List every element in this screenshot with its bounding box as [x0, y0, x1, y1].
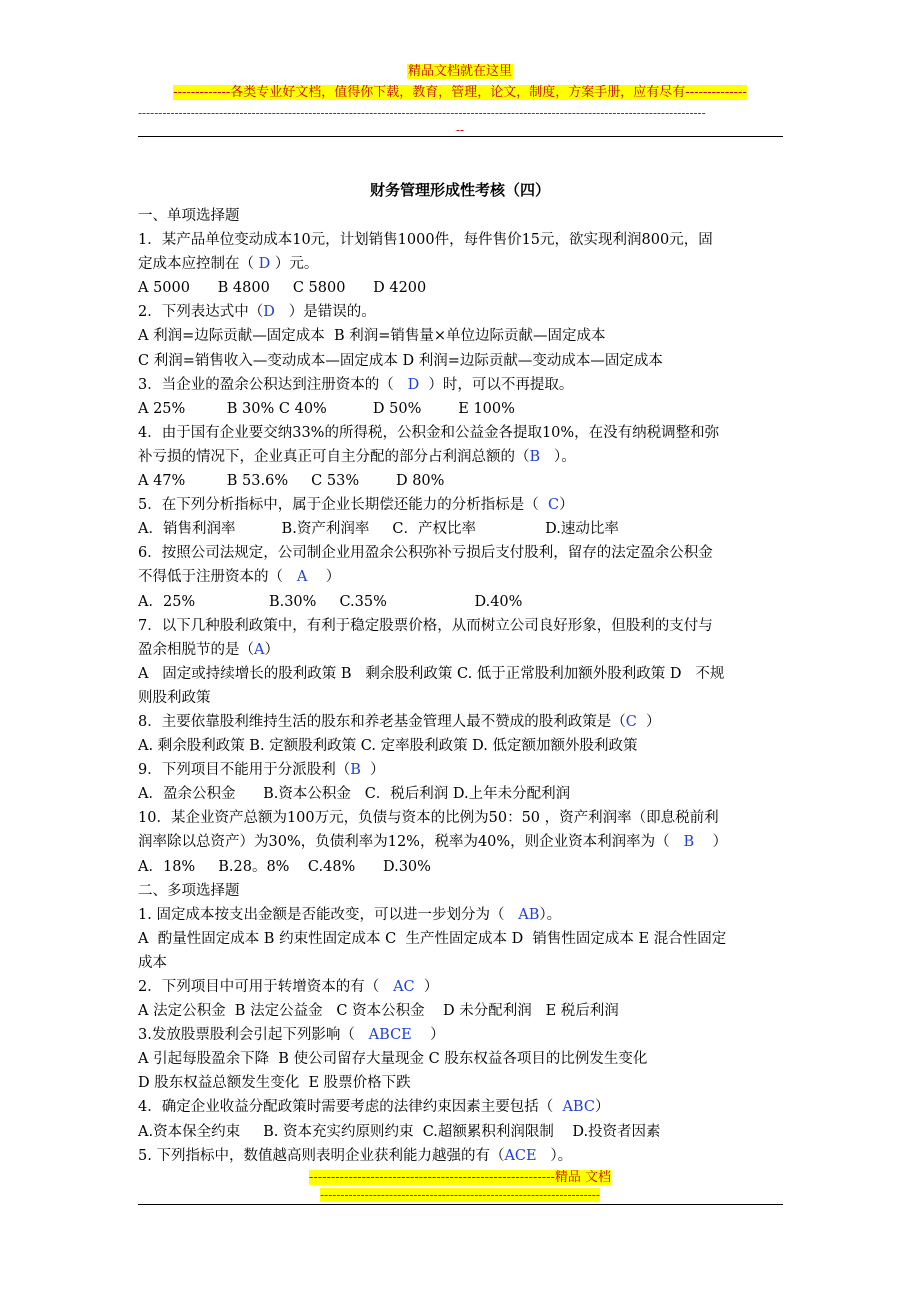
line-text: 不得低于注册资本的（	[138, 569, 297, 586]
answer-text: B	[683, 834, 695, 851]
header-banner-title: 精品文档就在这里	[407, 64, 512, 79]
line-text-tail: ）	[360, 762, 385, 779]
text-line	[138, 421, 786, 445]
line-text-tail: ）	[594, 1099, 610, 1116]
text-line	[138, 638, 786, 662]
answer-text: AB	[518, 906, 540, 923]
line-text: A 法定公积金 B 法定公益金 C 资本公积金 D 未分配利润 E 税后利润	[138, 1003, 619, 1020]
footer-rule	[138, 1204, 783, 1205]
answer-text: ACE	[504, 1147, 537, 1164]
text-line	[138, 590, 786, 614]
line-text: 9．下列项目不能用于分派股利（	[138, 762, 351, 779]
text-line	[138, 734, 786, 758]
answer-text: A	[254, 641, 265, 658]
text-line	[138, 710, 786, 734]
text-line	[138, 204, 786, 228]
line-text: A 酌量性固定成本 B 约束性固定成本 C 生产性固定成本 D 销售性固定成本 E 混合性固定	[138, 930, 727, 947]
text-line	[138, 758, 786, 782]
text-line	[138, 445, 786, 469]
header-dash-line: --------------------------------------------------------------------------------------------------------------------------------------------	[138, 106, 706, 120]
line-text-tail: ）。	[540, 448, 576, 465]
line-text: 定成本应控制在（	[138, 256, 259, 273]
line-text-tail: ）。	[536, 1147, 573, 1164]
line-text-tail: ）是错误的。	[274, 304, 376, 321]
line-text-tail: ）元。	[270, 256, 319, 273]
text-line	[138, 493, 786, 517]
text-line	[138, 927, 786, 951]
text-line	[138, 397, 786, 421]
line-text: 盈余相脱节的是（	[138, 641, 254, 658]
line-text: 2．下列项目中可用于转增资本的有（	[138, 979, 394, 995]
text-line	[138, 1047, 786, 1071]
answer-text: ABC	[562, 1099, 595, 1116]
line-text-tail: ）	[694, 834, 728, 851]
line-text: 6．按照公司法规定，公司制企业用盈余公积弥补亏损后支付股利，留存的法定盈余公积金	[138, 545, 713, 562]
answer-text: AC	[393, 979, 415, 995]
text-line	[138, 1095, 786, 1119]
text-line	[138, 855, 786, 879]
answer-text: D	[258, 256, 271, 273]
text-line	[138, 252, 786, 276]
text-line	[138, 1071, 786, 1095]
line-text-tail: ）	[559, 497, 574, 514]
document-body	[138, 204, 786, 1168]
text-line	[138, 517, 786, 541]
header-rule	[138, 136, 783, 137]
line-text: A 25% B 30% C 40% D 50% E 100%	[138, 400, 515, 417]
line-text: 1. 固定成本按支出金额是否能改变，可以进一步划分为（	[138, 906, 519, 923]
line-text: 3.发放股票股利会引起下列影响（	[138, 1027, 369, 1044]
line-text-tail: ）	[411, 1027, 445, 1044]
footer-dash-line: ---------------------------------------------------------------------	[320, 1188, 600, 1202]
line-text: A．25% B.30% C.35% D.40%	[138, 593, 523, 610]
text-line	[138, 469, 786, 493]
line-text: A 利润=边际贡献—固定成本 B 利润=销售量×单位边际贡献—固定成本	[138, 328, 606, 345]
line-text-tail: ）时，可以不再提取。	[419, 376, 574, 393]
text-line	[138, 806, 786, 830]
line-text: 5. 下列指标中，数值越高则表明企业获利能力越强的有（	[138, 1147, 505, 1164]
text-line	[138, 300, 786, 324]
line-text: 1．某产品单位变动成本10元，计划销售1000件，每件售价15元，欲实现利润800元，固	[138, 232, 713, 249]
answer-text: A	[296, 569, 308, 586]
line-text: A.资本保全约束 B. 资本充实约原则约束 C.超额累积利润限制 D.投资者因素	[138, 1123, 661, 1140]
line-text: 8．主要依靠股利维持生活的股东和养老基金管理人最不赞成的股利政策是（	[138, 713, 626, 730]
line-text: A 引起每股盈余下降 B 使公司留存大量现金 C 股东权益各项目的比例发生变化	[138, 1051, 648, 1068]
text-line	[138, 662, 786, 686]
answer-text: B	[529, 448, 541, 465]
line-text: A. 剩余股利政策 B. 定额股利政策 C. 定率股利政策 D. 低定额加额外股利政策	[138, 738, 638, 755]
header-banner-slogan: -------------各类专业好文档，值得你下载，教育，管理，论文，制度，方案手册，应有尽有--------------	[173, 85, 747, 100]
line-text: A 固定或持续增长的股利政策 B 剩余股利政策 C. 低于正常股利加额外股利政策 D 不规	[138, 665, 725, 682]
line-text: C 利润=销售收入—变动成本—固定成本 D 利润=边际贡献—变动成本—固定成本	[138, 352, 663, 369]
text-line	[138, 614, 786, 638]
line-text: 润率除以总资产）为30%，负债利率为12%，税率为40%，则企业资本利润率为（	[138, 834, 684, 851]
text-line	[138, 565, 786, 589]
text-line	[138, 541, 786, 565]
text-line	[138, 975, 786, 999]
line-text: A．18% B.28。8% C.48% D.30%	[138, 858, 431, 875]
line-text-tail: ）。	[539, 906, 562, 923]
footer-banner: --------------------------------------------------------精品 文档	[308, 1170, 612, 1185]
line-text-tail: ）	[307, 569, 341, 586]
line-text: A 47% B 53.6% C 53% D 80%	[138, 473, 445, 490]
line-text-tail: ）	[264, 641, 279, 658]
line-text-tail: ）	[636, 713, 661, 730]
line-text-tail: ）	[414, 979, 439, 995]
line-text: 二、多项选择题	[138, 882, 240, 899]
answer-text: C	[625, 713, 637, 730]
line-text: 5．在下列分析指标中，属于企业长期偿还能力的分析指标是（	[138, 497, 548, 514]
line-text: 一、单项选择题	[138, 208, 240, 224]
line-text: A．盈余公积金 B.资本公积金 C．税后利润 D.上年未分配利润	[138, 786, 571, 803]
answer-text: B	[350, 762, 361, 779]
line-text: 3．当企业的盈余公积达到注册资本的（	[138, 376, 408, 393]
line-text: 补亏损的情况下，企业真正可自主分配的部分占利润总额的（	[138, 448, 530, 465]
line-text: 10．某企业资产总额为100万元，负债与资本的比例为50：50 ，资产利润率（即息税前利	[138, 810, 719, 827]
header-dash-tail: --	[455, 123, 465, 137]
text-line	[138, 373, 786, 397]
line-text: 则股利政策	[138, 689, 211, 706]
answer-text: C	[547, 497, 560, 514]
text-line	[138, 686, 786, 710]
line-text: A 5000 B 4800 C 5800 D 4200	[138, 280, 427, 297]
line-text: 2．下列表达式中（	[138, 304, 264, 321]
text-line	[138, 830, 786, 854]
text-line	[138, 903, 786, 927]
text-line	[138, 1144, 786, 1168]
line-text: A．销售利润率 B.资产利润率 C．产权比率 D.速动比率	[138, 521, 619, 538]
line-text: 成本	[138, 954, 167, 971]
text-line	[138, 782, 786, 806]
line-text: 7．以下几种股利政策中，有利于稳定股票价格，从而树立公司良好形象，但股利的支付与	[138, 617, 713, 634]
text-line	[138, 228, 786, 252]
text-line	[138, 276, 786, 300]
line-text: 4．由于国有企业要交纳33%的所得税，公积金和公益金各提取10%，在没有纳税调整和弥	[138, 424, 720, 441]
text-line	[138, 349, 786, 373]
text-line	[138, 324, 786, 348]
text-line	[138, 879, 786, 903]
text-line	[138, 1120, 786, 1144]
answer-text: D	[263, 304, 275, 321]
line-text: 4．确定企业收益分配政策时需要考虑的法律约束因素主要包括（	[138, 1099, 563, 1116]
text-line	[138, 1023, 786, 1047]
document-title: 财务管理形成性考核（四）	[369, 181, 550, 199]
text-line	[138, 999, 786, 1023]
line-text: D 股东权益总额发生变化 E 股票价格下跌	[138, 1075, 411, 1092]
text-line	[138, 951, 786, 975]
answer-text: D	[407, 376, 420, 393]
answer-text: ABCE	[368, 1027, 412, 1044]
